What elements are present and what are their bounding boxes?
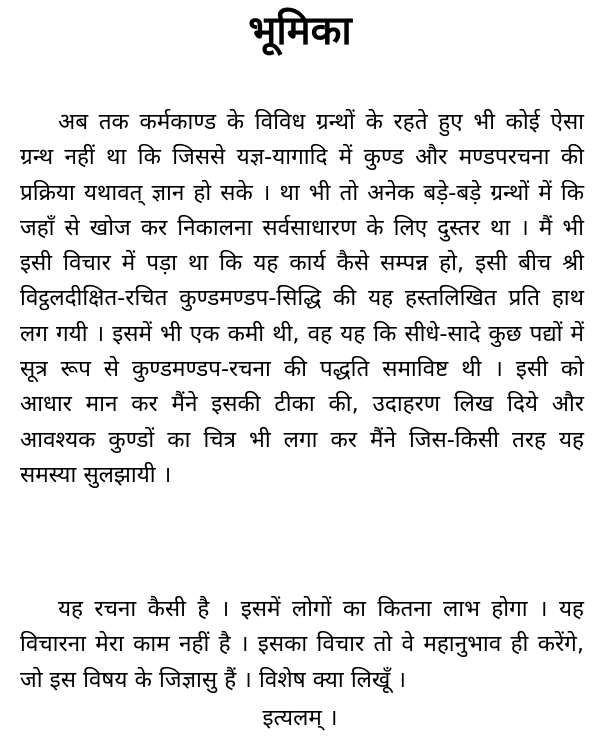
paragraph-block-2 [20, 592, 584, 698]
closing-line: इत्यलम् । [262, 705, 338, 731]
paragraph-block-1 [20, 105, 584, 493]
page-title: भूमिका [248, 8, 352, 54]
paragraph-1: अब तक कर्मकाण्ड के विविध ग्रन्थों के रहते हुए भी कोई ऐसा ग्रन्थ नहीं था कि जिससे यज्ञ-यागादि में कुण्ड और मण्डपरचना की प्रक्रिया यथावत् ज्ञान हो सके । था भी तो अनेक बड़े-बड़े ग्रन्थों में कि जहाँ से खोज कर निकालना सर्वसाधारण के लिए दुस्तर था । मैं भी इसी विचार में पड़ा था कि यह कार्य कैसे सम्पन्न हो, इसी बीच श्री विट्ठलदीक्षित-रचित कुण्डमण्डप-सिद्धि की यह हस्तलिखित प्रति हाथ लग गयी । इसमें भी एक कमी थी, वह यह कि सीधे-सादे कुछ पद्यों में सूत्र रूप से कुण्डमण्डप-रचना की पद्धति समाविष्ट थी । इसी को आधार मान कर मैंने इसकी टीका की, उदाहरण लिख दिये और आवश्यक कुण्डों का चित्र भी लगा कर मैंने जिस-किसी तरह यह समस्या सुलझायी । [20, 109, 584, 488]
paragraph-2: यह रचना कैसी है । इसमें लोगों का कितना लाभ होगा । यह विचारना मेरा काम नहीं है । इसका विचार तो वे महानुभाव ही करेंगे, जो इस विषय के जिज्ञासु हैं । विशेष क्या लिखूँ । [20, 596, 584, 693]
